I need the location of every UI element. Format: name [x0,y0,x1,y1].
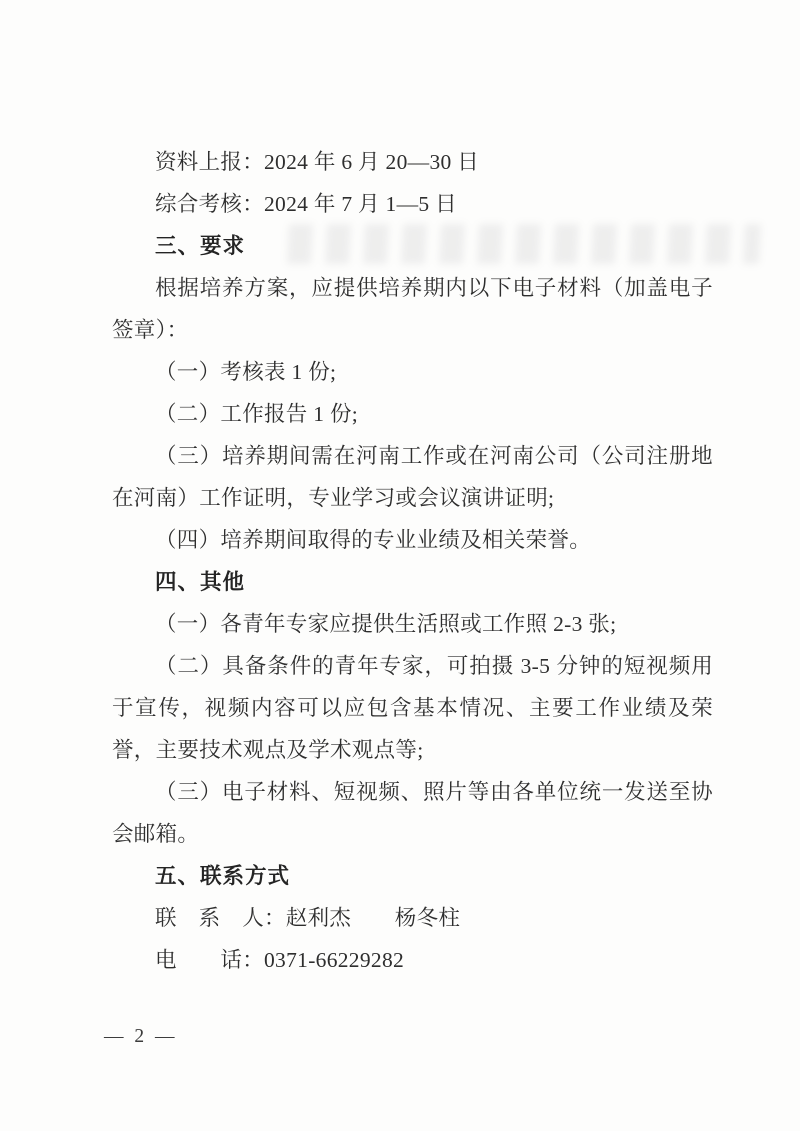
section-heading-contact: 五、联系方式 [155,864,291,888]
requirements-intro-paragraph: 根据培养方案，应提供培养期内以下电子材料（加盖电子签章）： [112,276,713,342]
other-item-3: （三）电子材料、短视频、照片等由各单位统一发送至协会邮箱。 [112,780,713,846]
material-submission-date-line: 资料上报：2024 年 6 月 20—30 日 [155,150,480,174]
requirement-item-3: （三）培养期间需在河南工作或在河南公司（公司注册地在河南）工作证明，专业学习或会议演讲证明; [112,444,713,510]
other-item-2: （二）具备条件的青年专家，可拍摄 3-5 分钟的短视频用于宣传，视频内容可以应包含基本情况、主要工作业绩及荣誉，主要技术观点及学术观点等; [112,654,713,762]
section-heading-requirements: 三、要求 [155,234,246,258]
contact-phone-line: 电 话：0371-66229282 [155,948,405,972]
document-body [112,141,713,981]
other-item-1: （一）各青年专家应提供生活照或工作照 2-3 张; [155,612,617,636]
contact-person-line: 联 系 人：赵利杰 杨冬柱 [155,906,461,930]
comprehensive-assessment-date-line: 综合考核：2024 年 7 月 1—5 日 [155,192,457,216]
section-heading-others: 四、其他 [155,570,246,594]
requirement-item-1: （一）考核表 1 份; [155,360,337,384]
page-number: — 2 — [104,1026,178,1047]
requirement-item-2: （二）工作报告 1 份; [155,402,359,426]
requirement-item-4: （四）培养期间取得的专业业绩及相关荣誉。 [155,528,592,552]
